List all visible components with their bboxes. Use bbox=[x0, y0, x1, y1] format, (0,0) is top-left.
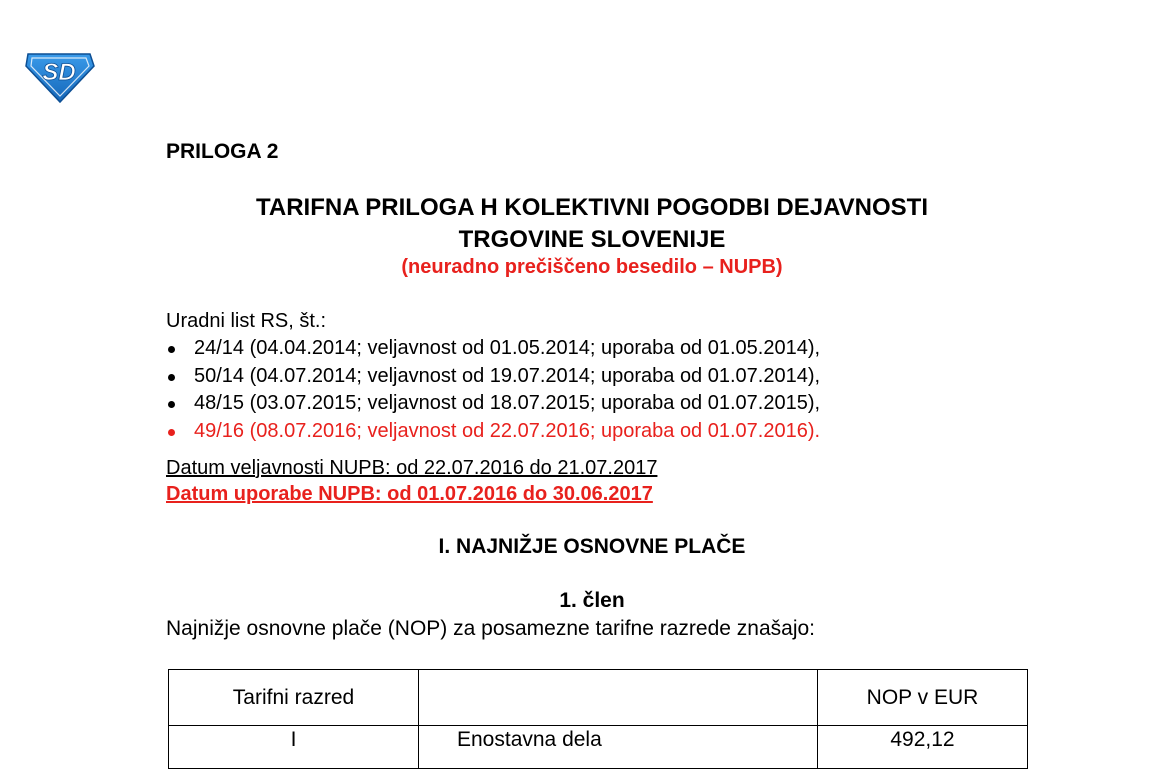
tariff-table bbox=[168, 669, 1028, 769]
document-title-line2: TRGOVINE SLOVENIJE bbox=[458, 226, 726, 253]
gazette-list bbox=[166, 336, 820, 446]
gazette-item-text: 24/14 (04.04.2014; veljavnost od 01.05.2014; uporaba od 01.05.2014), bbox=[194, 337, 821, 359]
validity-note: Datum veljavnosti NUPB: od 22.07.2016 do 21.07.2017 bbox=[166, 457, 658, 479]
cell-tariff-class: I bbox=[169, 726, 419, 769]
gazette-item bbox=[166, 364, 820, 392]
cell-nop-eur: 492,12 bbox=[818, 726, 1028, 769]
use-date-note: Datum uporabe NUPB: od 01.07.2016 do 30.06.2017 bbox=[166, 483, 653, 505]
bullet-icon bbox=[168, 429, 175, 436]
bullet-icon bbox=[168, 346, 175, 353]
header-tariff-class: Tarifni razred bbox=[169, 670, 419, 726]
sd-shield-logo-icon bbox=[22, 48, 96, 104]
bullet-icon bbox=[168, 374, 175, 381]
annex-label: PRILOGA 2 bbox=[166, 140, 279, 163]
article-text: Najnižje osnovne plače (NOP) za posamezne tarifne razrede znašajo: bbox=[166, 617, 816, 640]
document-subtitle: (neuradno prečiščeno besedilo – NUPB) bbox=[401, 256, 783, 278]
bullet-icon bbox=[168, 401, 175, 408]
section-heading: I. NAJNIŽJE OSNOVNE PLAČE bbox=[438, 535, 746, 558]
gazette-item-text: 48/15 (03.07.2015; veljavnost od 18.07.2015; uporaba od 01.07.2015), bbox=[194, 392, 821, 414]
gazette-item-text: 49/16 (08.07.2016; veljavnost od 22.07.2016; uporaba od 01.07.2016). bbox=[194, 419, 821, 442]
header-nop-eur: NOP v EUR bbox=[818, 670, 1028, 726]
gazette-item bbox=[166, 391, 820, 419]
gazette-item-latest bbox=[166, 419, 820, 447]
table-header-row bbox=[169, 670, 1028, 726]
document-title-line1: TARIFNA PRILOGA H KOLEKTIVNI POGODBI DEJAVNOSTI bbox=[255, 194, 929, 221]
gazette-item-text: 50/14 (04.07.2014; veljavnost od 19.07.2014; uporaba od 01.07.2014), bbox=[194, 364, 821, 387]
gazette-label: Uradni list RS, št.: bbox=[166, 310, 327, 332]
article-heading: 1. člen bbox=[559, 589, 625, 612]
table-row bbox=[169, 726, 1028, 769]
sd-logo bbox=[22, 48, 96, 104]
gazette-item bbox=[166, 336, 820, 364]
header-description bbox=[419, 670, 818, 726]
logo-text: SD bbox=[42, 59, 76, 86]
cell-description: Enostavna dela bbox=[419, 726, 818, 769]
